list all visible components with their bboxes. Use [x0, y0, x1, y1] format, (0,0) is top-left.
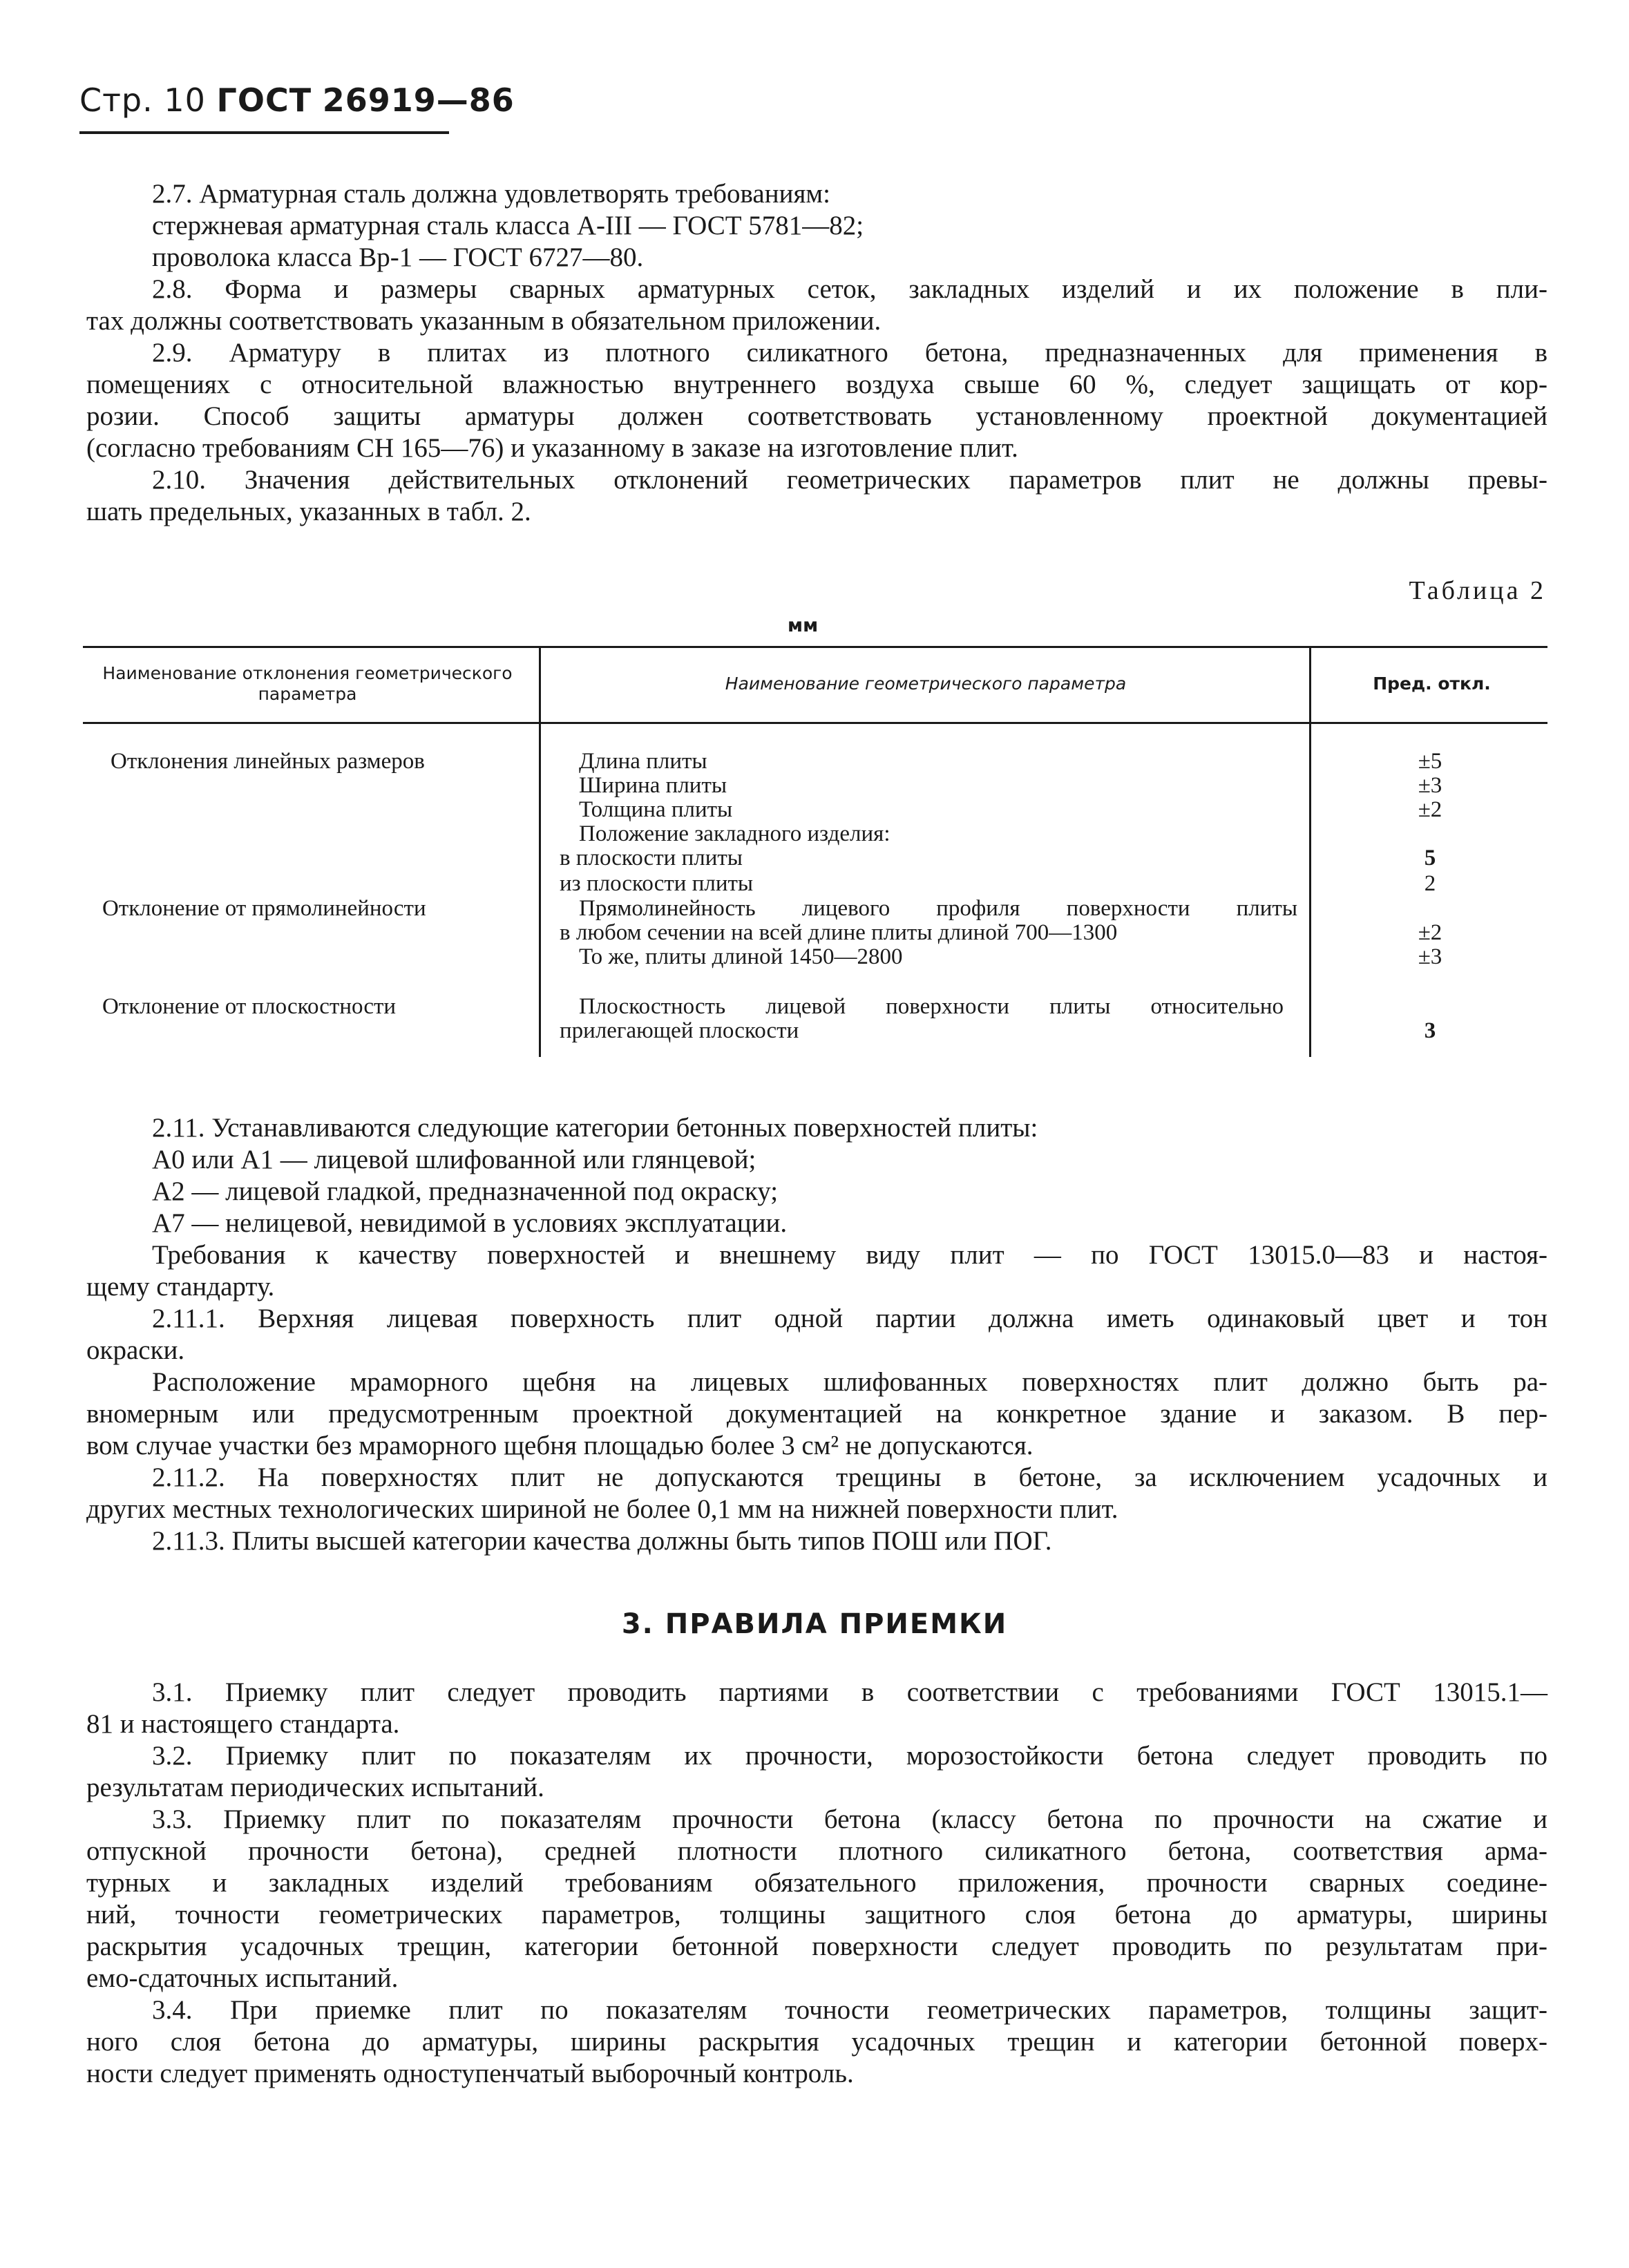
text-line: других местных технологических шириной не более 0,1 мм на нижней поверхности плит. — [86, 1494, 1118, 1524]
column-header: Наименование отклонения геометрического параметра — [102, 663, 513, 704]
param-name: прилегающей плоскости — [560, 1018, 799, 1043]
text-line: ний, точности геометрических параметров, толщины защитного слоя бетона до арматуры, ширины — [86, 1900, 1547, 1929]
param-name: в плоскости плиты — [560, 846, 743, 870]
paragraph-2-11 — [86, 1112, 1547, 1557]
page-number: Стр. 10 — [79, 82, 206, 119]
param-name: Плоскостность лицевой поверхности плиты относительно — [579, 994, 1284, 1019]
paragraph-2-7 — [86, 178, 1547, 274]
text-line: 3.2. Приемку плит по показателям их прочности, морозостойкости бетона следует проводить по — [152, 1741, 1547, 1771]
tolerance-value: 3 — [1424, 1018, 1436, 1043]
deviation-name: Отклонения линейных размеров — [111, 749, 425, 774]
tolerance-value: ±3 — [1418, 944, 1442, 969]
text-line: 2.8. Форма и размеры сварных арматурных сеток, закладных изделий и их положение в пли- — [152, 274, 1547, 304]
tolerance-value: ±2 — [1418, 797, 1442, 822]
text-line: вом случае участки без мраморного щебня площадью более 3 см² не допускаются. — [86, 1431, 1033, 1460]
table-top-rule — [83, 646, 1547, 648]
tolerance-value: ±3 — [1418, 773, 1442, 798]
table-col-divider — [1309, 724, 1311, 1057]
paragraph-2-9 — [86, 337, 1547, 464]
table-col-divider — [539, 648, 541, 722]
table-col-divider — [1309, 648, 1311, 722]
table-col-divider — [539, 724, 541, 1057]
text-line: А0 или А1 — лицевой шлифованной или глянцевой; — [152, 1145, 756, 1174]
text-line: вномерным или предусмотренным проектной документацией на конкретное здание и заказом. В пер- — [86, 1399, 1547, 1429]
text-line: А7 — нелицевой, невидимой в условиях эксплуатации. — [152, 1208, 788, 1238]
text-line: раскрытия усадочных трещин, категории бетонной поверхности следует проводить по результатам при- — [86, 1932, 1547, 1961]
standard-number: 26919—86 — [322, 82, 515, 119]
tolerance-value: 5 — [1424, 846, 1436, 870]
text-line: окраски. — [86, 1335, 185, 1365]
table-label: Таблица 2 — [1409, 576, 1546, 605]
text-line: результатам периодических испытаний. — [86, 1773, 544, 1802]
text-line: 3.1. Приемку плит следует проводить партиями в соответствии с требованиями ГОСТ 13015.1— — [152, 1677, 1547, 1707]
param-name: Положение закладного изделия: — [579, 821, 890, 846]
param-name: Длина плиты — [579, 749, 707, 774]
text-line: (согласно требованиям СН 165—76) и указанному в заказе на изготовление плит. — [86, 433, 1018, 463]
text-line: ности следует применять одноступенчатый выборочный контроль. — [86, 2059, 854, 2088]
text-line: 2.11.3. Плиты высшей категории качества должны быть типов ПОШ или ПОГ. — [152, 1526, 1052, 1556]
text-line: отпускной прочности бетона), средней плотности плотного силикатного бетона, соответствия арма- — [86, 1836, 1547, 1866]
column-header: Пред. откл. — [1373, 674, 1491, 694]
text-line: проволока класса Вр-1 — ГОСТ 6727—80. — [152, 242, 644, 272]
text-line: 2.11.2. На поверхностях плит не допускаются трещины в бетоне, за исключением усадочных и — [152, 1462, 1547, 1492]
text-line: 2.9. Арматуру в плитах из плотного силикатного бетона, предназначенных для применения в — [152, 338, 1547, 368]
param-name: Толщина плиты — [579, 797, 733, 822]
text-line: ного слоя бетона до арматуры, ширины раскрытия усадочных трещин и категории бетонной поверх- — [86, 2027, 1547, 2057]
table-header-rule — [83, 722, 1547, 724]
text-line: 3.3. Приемку плит по показателям прочности бетона (классу бетона по прочности на сжатие и — [152, 1804, 1547, 1834]
text-line: тах должны соответствовать указанным в обязательном приложении. — [86, 306, 882, 336]
text-line: емо-сдаточных испытаний. — [86, 1963, 399, 1993]
text-line: Требования к качеству поверхностей и внешнему виду плит — по ГОСТ 13015.0—83 и настоя- — [152, 1240, 1547, 1270]
text-line: 2.7. Арматурная сталь должна удовлетворять требованиям: — [152, 179, 830, 209]
deviation-name: Отклонение от плоскостности — [102, 994, 397, 1019]
param-name: из плоскости плиты — [560, 871, 754, 896]
text-line: А2 — лицевой гладкой, предназначенной под окраску; — [152, 1176, 779, 1206]
text-line: розии. Способ защиты арматуры должен соответствовать установленному проектной документацией — [86, 401, 1547, 431]
text-line: щему стандарту. — [86, 1272, 275, 1302]
header-rule — [79, 131, 449, 134]
page-header — [79, 82, 515, 119]
text-line: турных и закладных изделий требованиям обязательного приложения, прочности сварных соедине- — [86, 1868, 1547, 1898]
param-name: Ширина плиты — [579, 773, 727, 798]
text-line: 2.10. Значения действительных отклонений геометрических параметров плит не должны превы- — [152, 465, 1547, 495]
param-name: То же, плиты длиной 1450—2800 — [579, 944, 903, 969]
text-line: Расположение мраморного щебня на лицевых шлифованных поверхностях плит должно быть ра- — [152, 1367, 1547, 1397]
column-header: Наименование геометрического параметра — [725, 674, 1127, 694]
text-line: 2.11. Устанавливаются следующие категории бетонных поверхностей плиты: — [152, 1113, 1038, 1143]
text-line: шать предельных, указанных в табл. 2. — [86, 497, 531, 526]
text-line: 81 и настоящего стандарта. — [86, 1709, 400, 1739]
param-name: в любом сечении на всей длине плиты длиной 700—1300 — [560, 920, 1118, 945]
text-line: стержневая арматурная сталь класса А-III — ГОСТ 5781—82; — [152, 211, 864, 240]
text-line: 3.4. При приемке плит по показателям точности геометрических параметров, толщины защит- — [152, 1995, 1547, 2025]
table-unit: мм — [788, 615, 819, 636]
text-line: помещениях с относительной влажностью внутреннего воздуха свыше 60 %, следует защищать от кор- — [86, 370, 1547, 399]
paragraph-2-8 — [86, 274, 1547, 337]
deviation-name: Отклонение от прямолинейности — [102, 896, 426, 921]
gost-label: ГОСТ — [216, 82, 312, 119]
section-title: 3. ПРАВИЛА ПРИЕМКИ — [621, 1608, 1008, 1640]
tolerance-value: 2 — [1424, 871, 1436, 896]
section-3-text — [86, 1677, 1547, 2090]
param-name: Прямолинейность лицевого профиля поверхности плиты — [579, 896, 1297, 921]
paragraph-2-10 — [86, 464, 1547, 528]
tolerance-value: ±5 — [1418, 749, 1442, 774]
tolerance-value: ±2 — [1418, 920, 1442, 945]
text-line: 2.11.1. Верхняя лицевая поверхность плит одной партии должна иметь одинаковый цвет и тон — [152, 1304, 1547, 1333]
